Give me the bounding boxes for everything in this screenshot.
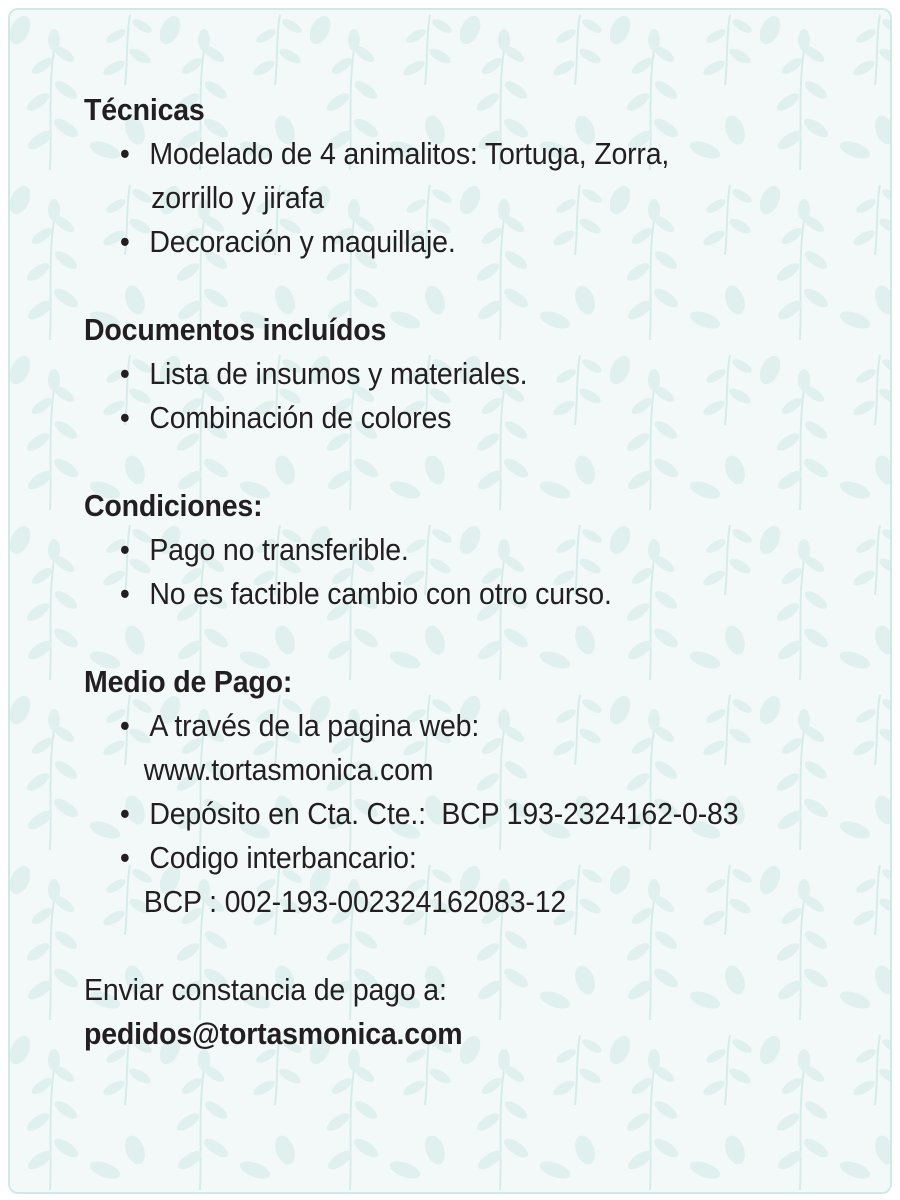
list-item: [120, 396, 802, 440]
section-heading: Medio de Pago:: [84, 664, 293, 699]
list-item-text: No es factible cambio con otro curso.: [149, 576, 612, 611]
section-heading: Técnicas: [84, 92, 205, 127]
bullet-list: [84, 132, 802, 264]
bullet-icon: •: [119, 356, 130, 391]
list-item: [120, 792, 802, 836]
list-item-text: A través de la pagina web:: [149, 708, 480, 743]
section-medio-de-pago: [84, 660, 802, 924]
bullet-icon: •: [119, 224, 130, 259]
bullet-list: [84, 352, 802, 440]
bullet-icon: •: [119, 532, 130, 567]
interbank-code: BCP : 002-193-002324162083-12: [143, 884, 567, 919]
bullet-list: [84, 704, 802, 924]
list-item: [120, 132, 802, 220]
list-item: [120, 572, 802, 616]
bullet-icon: •: [119, 840, 130, 875]
list-item-text: Modelado de 4 animalitos: Tortuga, Zorra,: [149, 136, 670, 171]
bullet-icon: •: [119, 708, 130, 743]
list-item: [120, 220, 802, 264]
contact-email: pedidos@tortasmonica.com: [84, 1016, 463, 1051]
section-heading: Documentos incluídos: [84, 312, 387, 347]
section-condiciones: [84, 484, 802, 616]
document-card: [8, 8, 892, 1194]
bullet-icon: •: [119, 796, 130, 831]
list-item-text: Codigo interbancario:: [149, 840, 417, 875]
bullet-icon: •: [119, 136, 130, 171]
list-item-text: Lista de insumos y materiales.: [149, 356, 528, 391]
list-item: [120, 836, 802, 924]
list-item-text: Depósito en Cta. Cte.: BCP 193-2324162-0-83: [149, 796, 739, 831]
website-url: www.tortasmonica.com: [143, 752, 434, 787]
list-item-text: Decoración y maquillaje.: [149, 224, 456, 259]
list-item: [120, 352, 802, 396]
list-item-text: Pago no transferible.: [149, 532, 409, 567]
document-content: [84, 88, 802, 1056]
bullet-icon: •: [119, 576, 130, 611]
bullet-icon: •: [119, 400, 130, 435]
list-item-continuation: zorrillo y jirafa: [151, 180, 324, 215]
section-heading: Condiciones:: [84, 488, 263, 523]
section-tecnicas: [84, 88, 802, 264]
bullet-list: [84, 528, 802, 616]
list-item: [120, 528, 802, 572]
section-documentos: [84, 308, 802, 440]
list-item: [120, 704, 802, 792]
footer-instruction: Enviar constancia de pago a:: [84, 972, 447, 1007]
list-item-text: Combinación de colores: [149, 400, 452, 435]
